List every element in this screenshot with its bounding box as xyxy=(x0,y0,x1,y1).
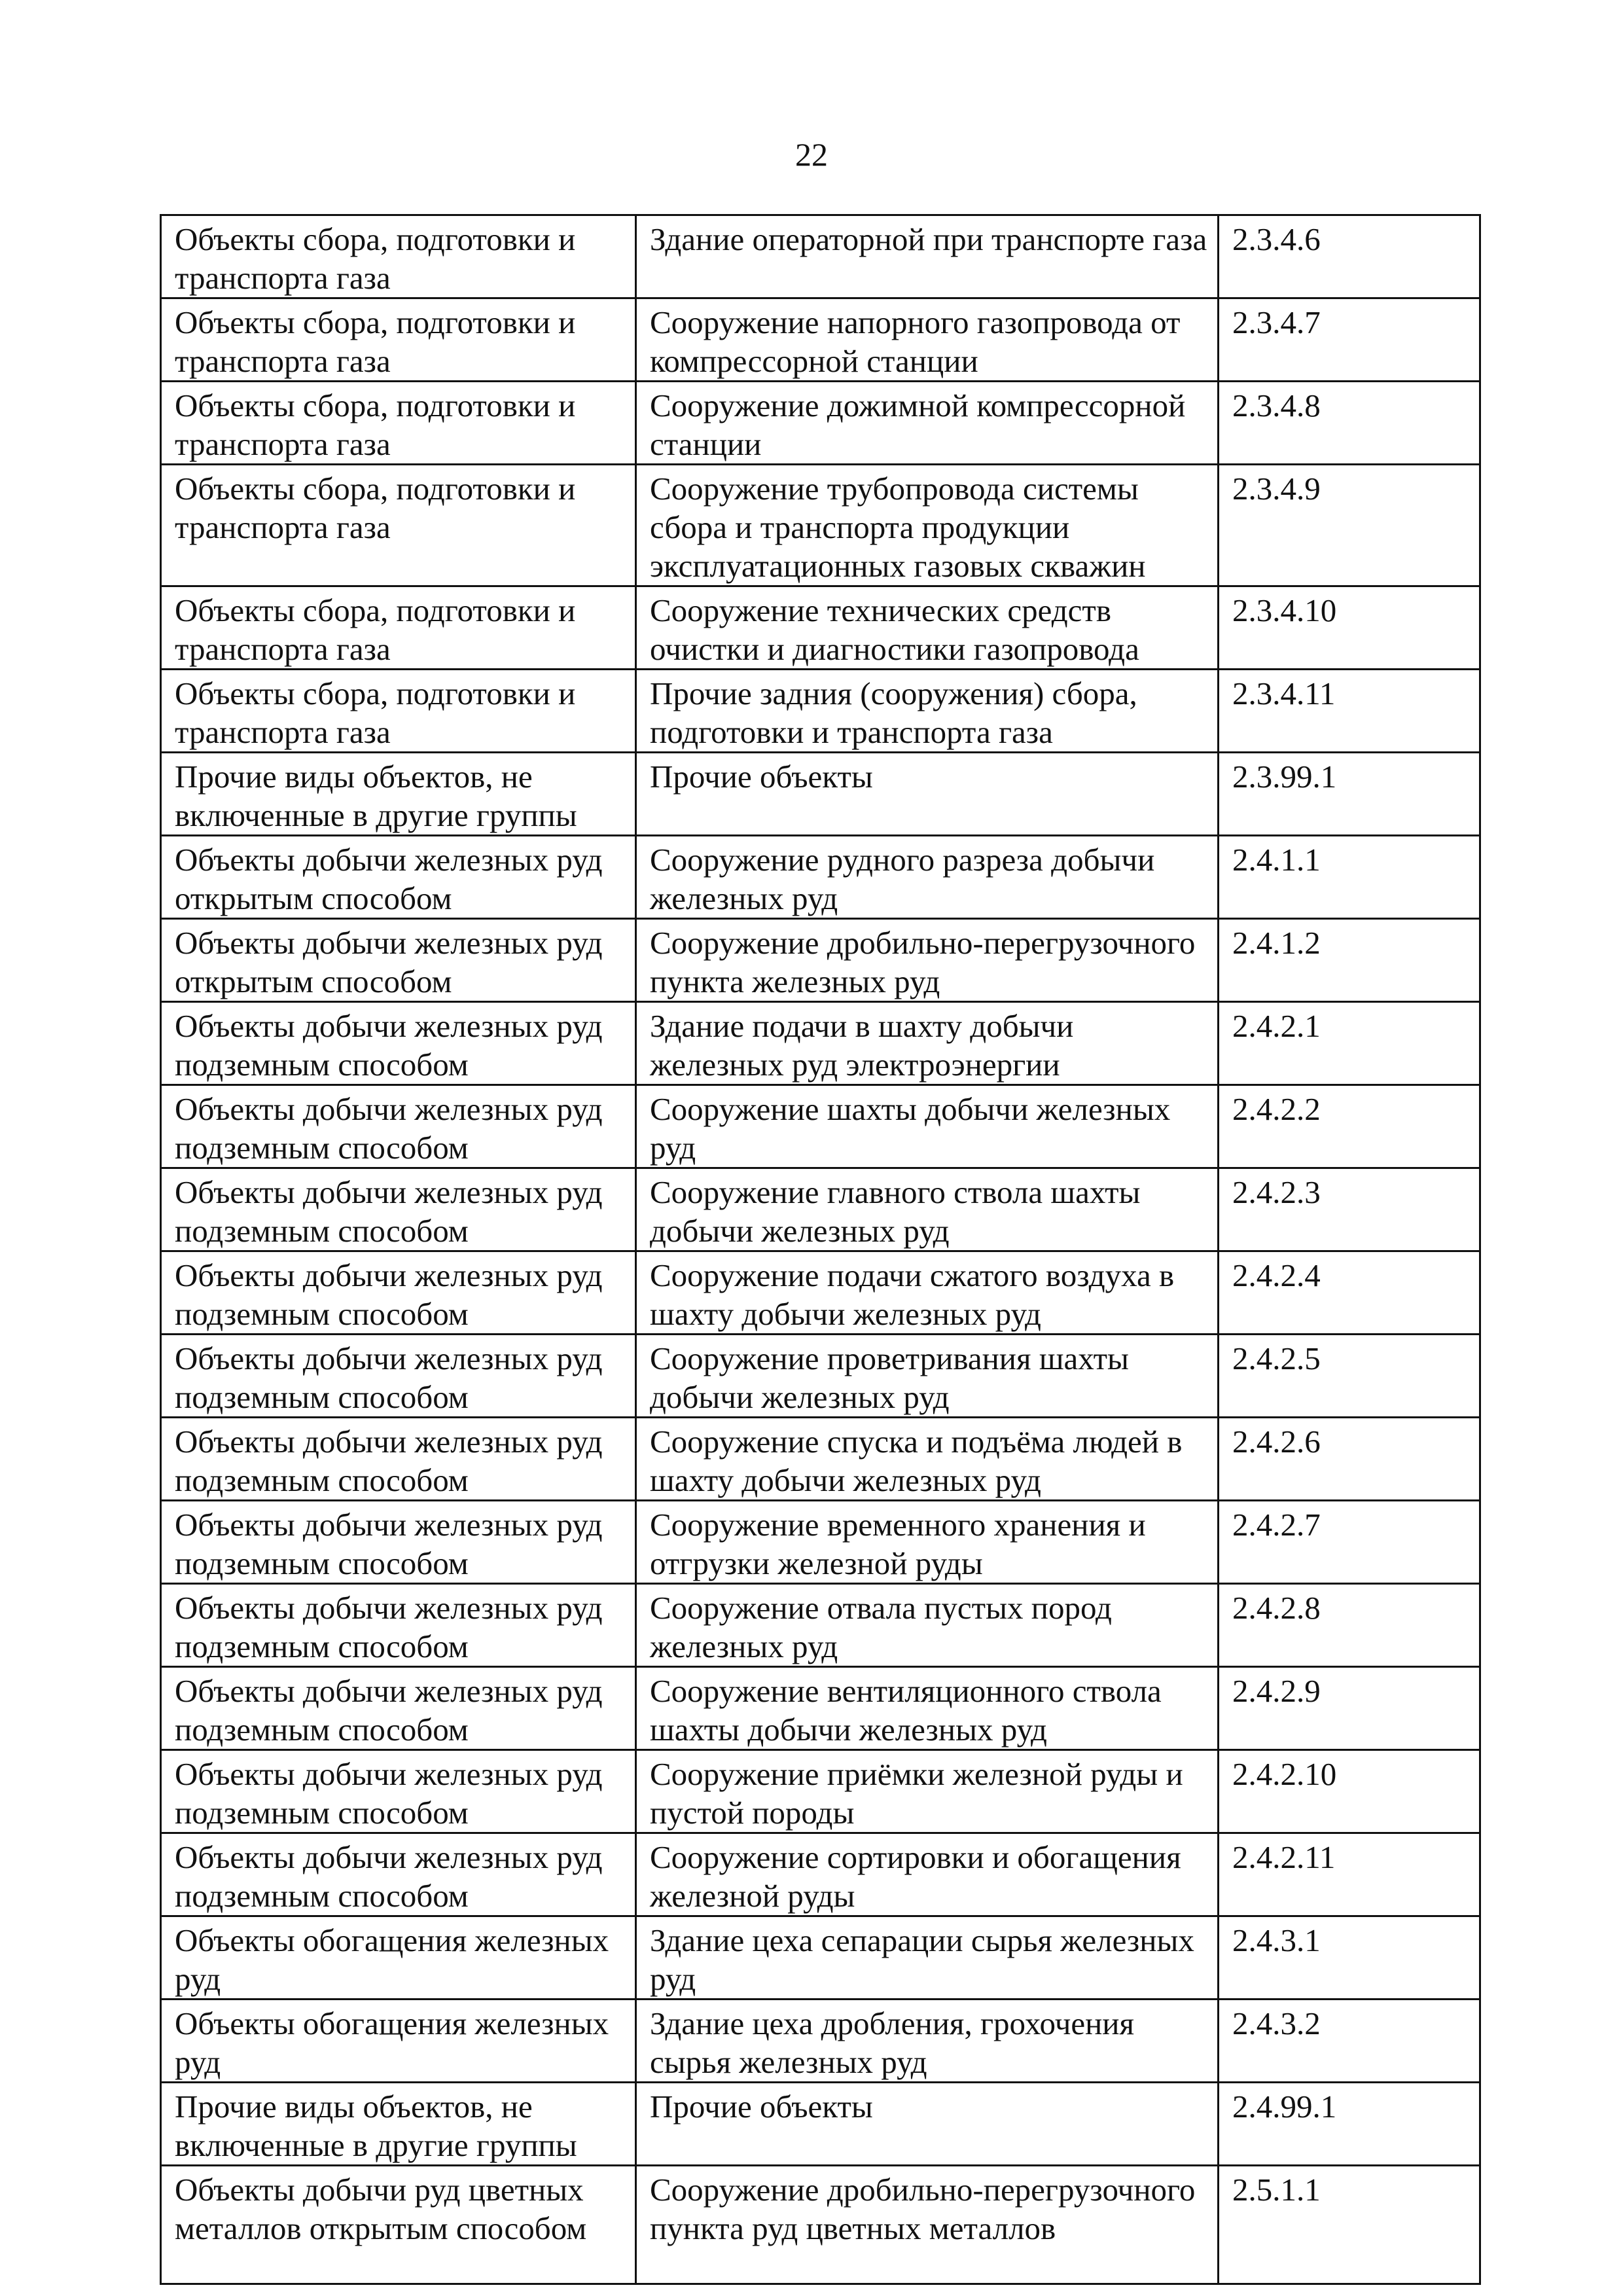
name-cell: Сооружение дробильно-перегрузочного пункта железных руд xyxy=(636,919,1219,1002)
table-row xyxy=(161,215,1480,298)
name-cell: Сооружение отвала пустых пород железных руд xyxy=(636,1584,1219,1667)
table-row xyxy=(161,2083,1480,2166)
group-cell: Объекты добычи железных руд открытым способом xyxy=(161,919,636,1002)
group-cell: Объекты добычи железных руд подземным способом xyxy=(161,1418,636,1501)
table-row xyxy=(161,1085,1480,1168)
name-cell: Сооружение рудного разреза добычи железных руд xyxy=(636,836,1219,919)
code-cell: 2.3.4.11 xyxy=(1219,670,1480,753)
code-cell: 2.4.2.9 xyxy=(1219,1667,1480,1750)
name-cell: Сооружение вентиляционного ствола шахты добычи железных руд xyxy=(636,1667,1219,1750)
table-row xyxy=(161,1251,1480,1335)
table-row xyxy=(161,1584,1480,1667)
name-cell: Сооружение напорного газопровода от компрессорной станции xyxy=(636,298,1219,382)
table-row xyxy=(161,670,1480,753)
code-cell: 2.3.4.9 xyxy=(1219,465,1480,586)
code-cell: 2.4.2.6 xyxy=(1219,1418,1480,1501)
code-cell: 2.4.1.2 xyxy=(1219,919,1480,1002)
code-cell: 2.4.2.5 xyxy=(1219,1335,1480,1418)
name-cell: Сооружение трубопровода системы сбора и транспорта продукции эксплуатационных газовых скважин xyxy=(636,465,1219,586)
table-body xyxy=(161,215,1480,2284)
code-cell: 2.3.4.6 xyxy=(1219,215,1480,298)
name-cell: Прочие задния (сооружения) сбора, подготовки и транспорта газа xyxy=(636,670,1219,753)
group-cell: Объекты добычи железных руд подземным способом xyxy=(161,1501,636,1584)
name-cell: Прочие объекты xyxy=(636,2083,1219,2166)
table-row xyxy=(161,586,1480,670)
group-cell: Объекты добычи железных руд подземным способом xyxy=(161,1833,636,1916)
group-cell: Объекты сбора, подготовки и транспорта газа xyxy=(161,298,636,382)
name-cell: Сооружение проветривания шахты добычи железных руд xyxy=(636,1335,1219,1418)
table-row xyxy=(161,836,1480,919)
table-row xyxy=(161,382,1480,465)
table-row xyxy=(161,465,1480,586)
name-cell: Здание цеха дробления, грохочения сырья железных руд xyxy=(636,2000,1219,2083)
code-cell: 2.4.2.11 xyxy=(1219,1833,1480,1916)
table-row xyxy=(161,1418,1480,1501)
code-cell: 2.4.3.2 xyxy=(1219,2000,1480,2083)
name-cell: Здание операторной при транспорте газа xyxy=(636,215,1219,298)
code-cell: 2.4.1.1 xyxy=(1219,836,1480,919)
group-cell: Объекты добычи руд цветных металлов открытым способом xyxy=(161,2166,636,2284)
code-cell: 2.4.2.8 xyxy=(1219,1584,1480,1667)
code-cell: 2.4.2.10 xyxy=(1219,1750,1480,1833)
group-cell: Объекты добычи железных руд подземным способом xyxy=(161,1085,636,1168)
table-row xyxy=(161,1501,1480,1584)
name-cell: Сооружение сортировки и обогащения железной руды xyxy=(636,1833,1219,1916)
code-cell: 2.3.4.7 xyxy=(1219,298,1480,382)
name-cell: Сооружение шахты добычи железных руд xyxy=(636,1085,1219,1168)
table-row xyxy=(161,1667,1480,1750)
group-cell: Объекты добычи железных руд подземным способом xyxy=(161,1335,636,1418)
group-cell: Объекты сбора, подготовки и транспорта газа xyxy=(161,215,636,298)
code-cell: 2.4.3.1 xyxy=(1219,1916,1480,2000)
code-cell: 2.5.1.1 xyxy=(1219,2166,1480,2284)
table-row xyxy=(161,1833,1480,1916)
name-cell: Здание цеха сепарации сырья железных руд xyxy=(636,1916,1219,2000)
name-cell: Сооружение спуска и подъёма людей в шахту добычи железных руд xyxy=(636,1418,1219,1501)
table-row xyxy=(161,298,1480,382)
group-cell: Объекты обогащения железных руд xyxy=(161,2000,636,2083)
name-cell: Сооружение технических средств очистки и диагностики газопровода xyxy=(636,586,1219,670)
group-cell: Объекты добычи железных руд подземным способом xyxy=(161,1002,636,1085)
objects-table xyxy=(160,214,1481,2285)
group-cell: Объекты сбора, подготовки и транспорта газа xyxy=(161,465,636,586)
name-cell: Здание подачи в шахту добычи железных руд электроэнергии xyxy=(636,1002,1219,1085)
group-cell: Объекты сбора, подготовки и транспорта газа xyxy=(161,382,636,465)
table-row xyxy=(161,1002,1480,1085)
name-cell: Сооружение подачи сжатого воздуха в шахту добычи железных руд xyxy=(636,1251,1219,1335)
table-row xyxy=(161,1750,1480,1833)
table-row xyxy=(161,2000,1480,2083)
code-cell: 2.4.99.1 xyxy=(1219,2083,1480,2166)
name-cell: Сооружение главного ствола шахты добычи железных руд xyxy=(636,1168,1219,1251)
group-cell: Объекты добычи железных руд подземным способом xyxy=(161,1750,636,1833)
group-cell: Объекты сбора, подготовки и транспорта газа xyxy=(161,670,636,753)
code-cell: 2.4.2.2 xyxy=(1219,1085,1480,1168)
group-cell: Объекты добычи железных руд подземным способом xyxy=(161,1584,636,1667)
name-cell: Прочие объекты xyxy=(636,753,1219,836)
table-row xyxy=(161,753,1480,836)
code-cell: 2.4.2.3 xyxy=(1219,1168,1480,1251)
code-cell: 2.4.2.4 xyxy=(1219,1251,1480,1335)
table-row xyxy=(161,2166,1480,2284)
code-cell: 2.4.2.7 xyxy=(1219,1501,1480,1584)
code-cell: 2.3.4.10 xyxy=(1219,586,1480,670)
name-cell: Сооружение временного хранения и отгрузки железной руды xyxy=(636,1501,1219,1584)
table-row xyxy=(161,1168,1480,1251)
group-cell: Объекты добычи железных руд подземным способом xyxy=(161,1251,636,1335)
table-row xyxy=(161,1335,1480,1418)
group-cell: Объекты сбора, подготовки и транспорта газа xyxy=(161,586,636,670)
code-cell: 2.3.99.1 xyxy=(1219,753,1480,836)
group-cell: Объекты добычи железных руд подземным способом xyxy=(161,1168,636,1251)
name-cell: Сооружение приёмки железной руды и пустой породы xyxy=(636,1750,1219,1833)
code-cell: 2.4.2.1 xyxy=(1219,1002,1480,1085)
name-cell: Сооружение дожимной компрессорной станции xyxy=(636,382,1219,465)
group-cell: Прочие виды объектов, не включенные в другие группы xyxy=(161,753,636,836)
group-cell: Объекты добычи железных руд открытым способом xyxy=(161,836,636,919)
page-number: 22 xyxy=(795,136,828,173)
table-row xyxy=(161,919,1480,1002)
name-cell: Сооружение дробильно-перегрузочного пункта руд цветных металлов xyxy=(636,2166,1219,2284)
group-cell: Объекты добычи железных руд подземным способом xyxy=(161,1667,636,1750)
group-cell: Прочие виды объектов, не включенные в другие группы xyxy=(161,2083,636,2166)
code-cell: 2.3.4.8 xyxy=(1219,382,1480,465)
group-cell: Объекты обогащения железных руд xyxy=(161,1916,636,2000)
table-row xyxy=(161,1916,1480,2000)
